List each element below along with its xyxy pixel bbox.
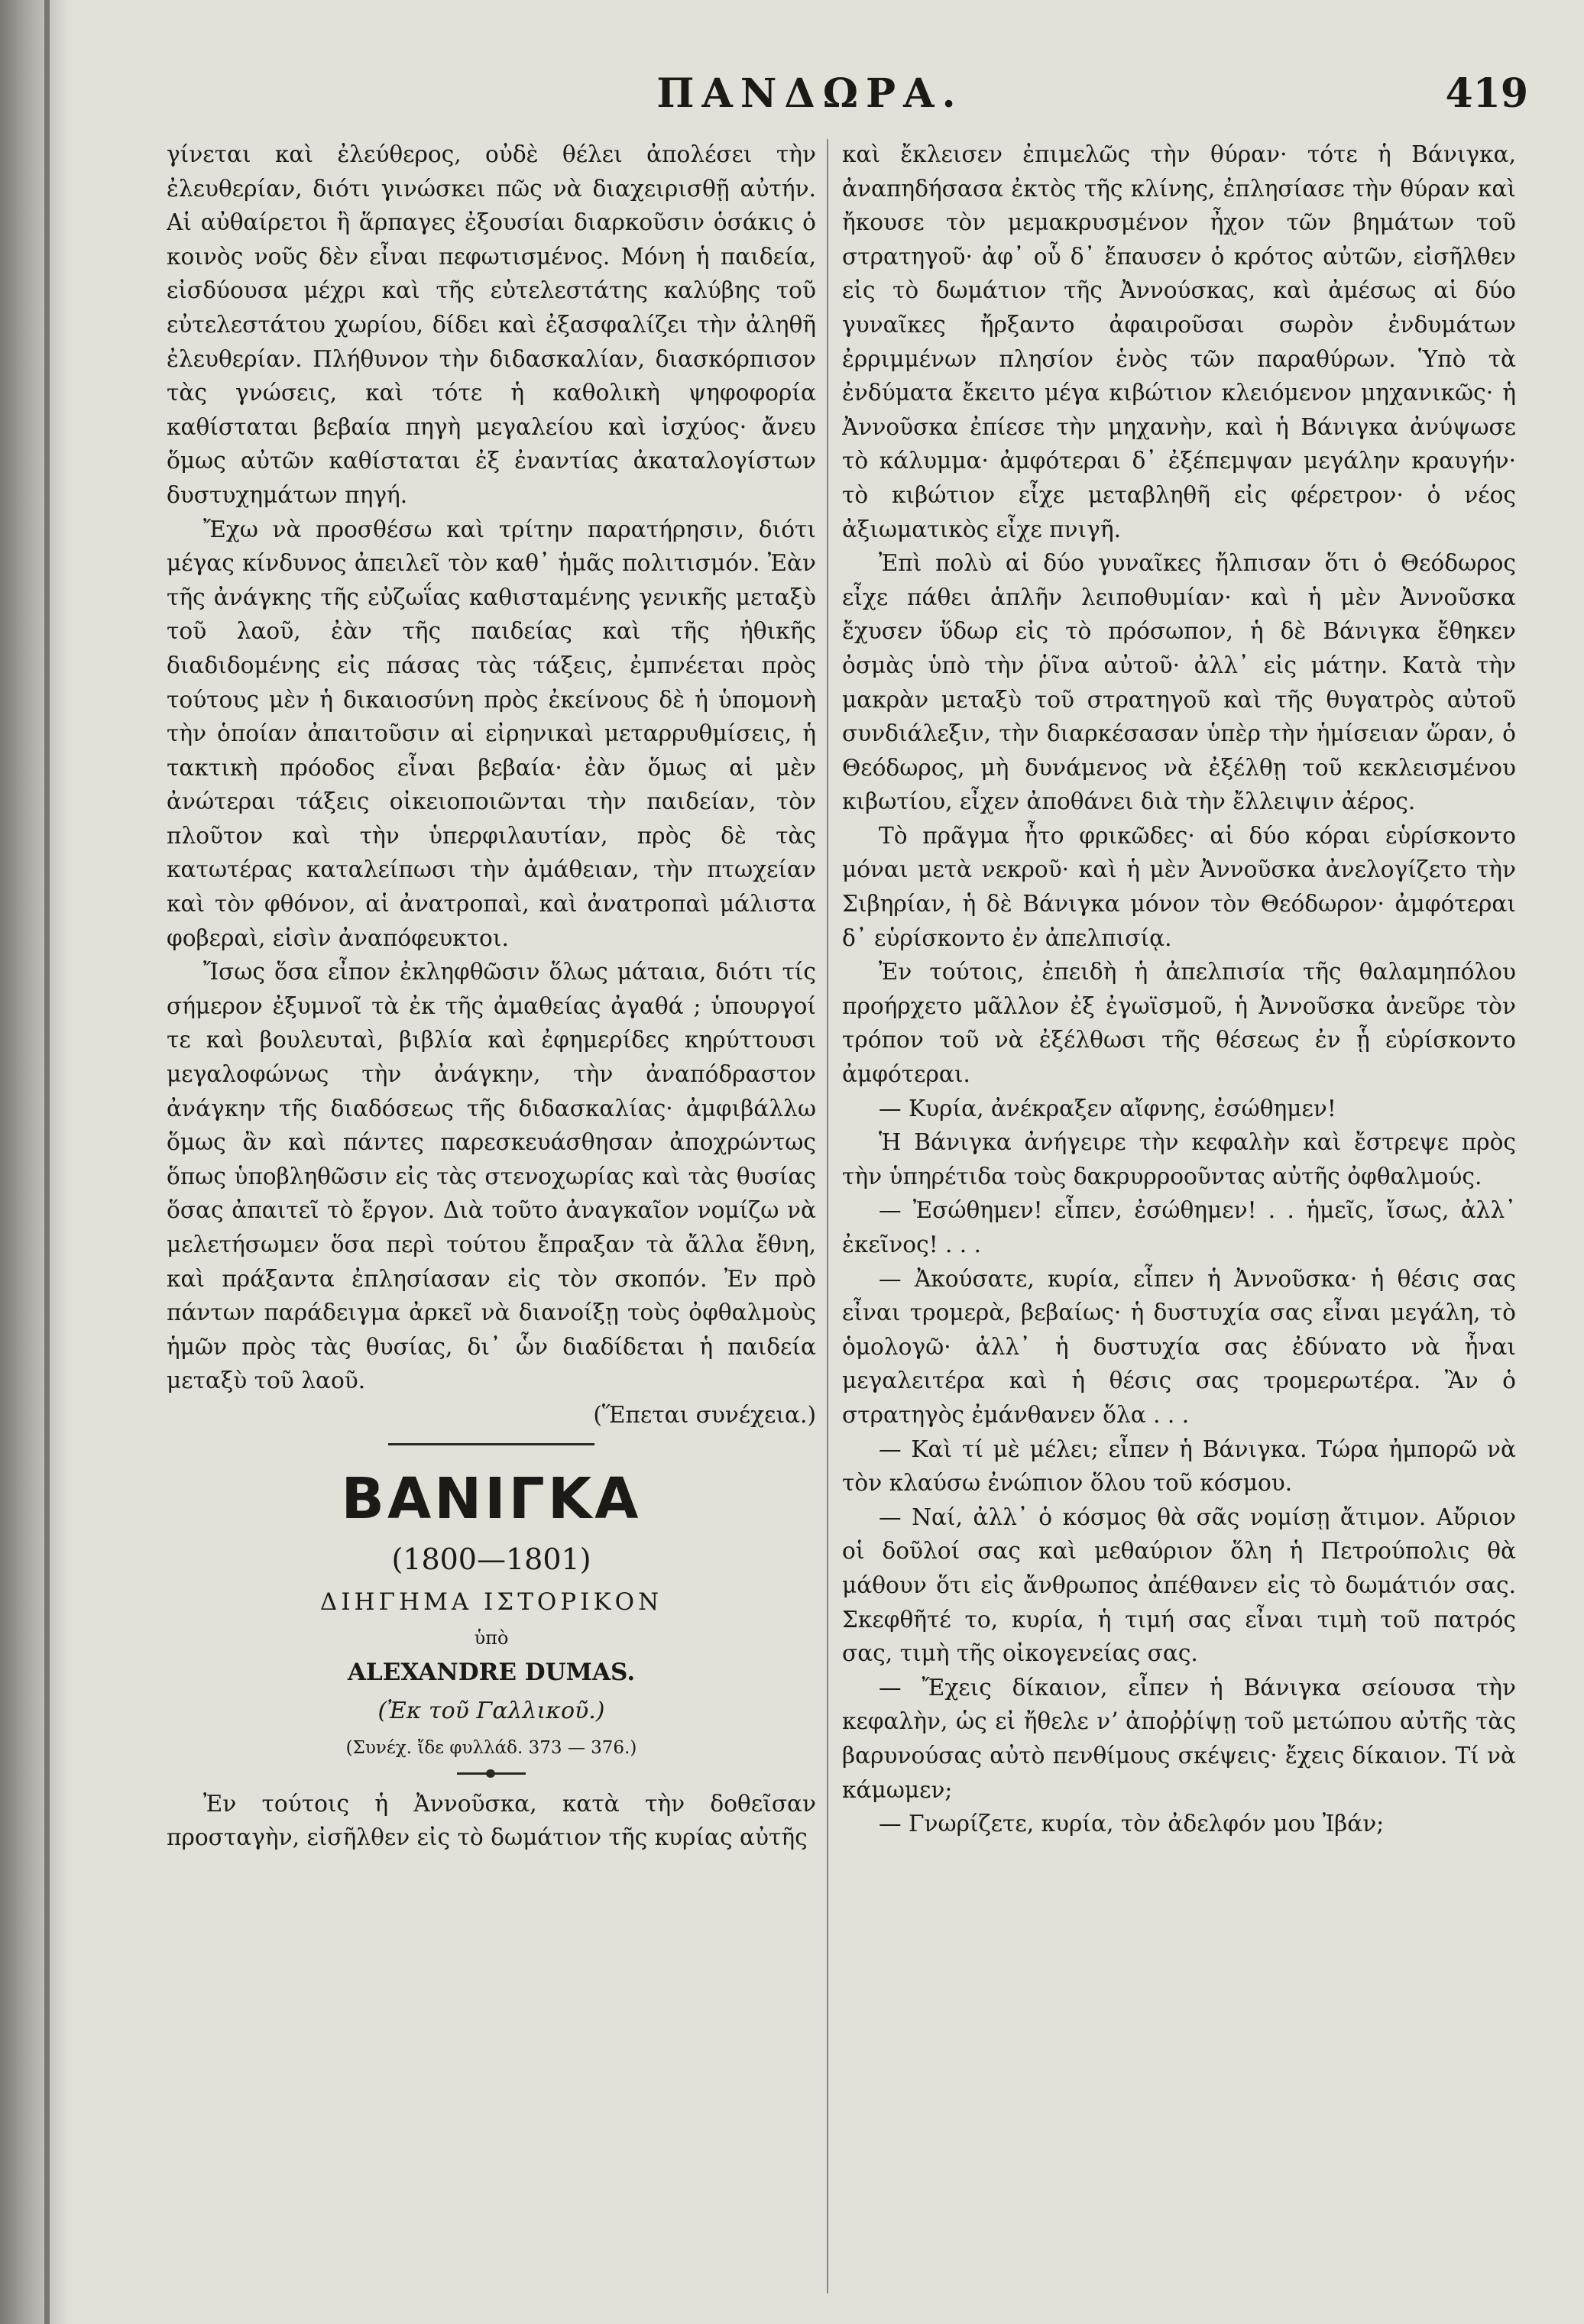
story-source: (Ἐκ τοῦ Γαλλικοῦ.) <box>377 1697 605 1724</box>
paragraph: Ἐν τούτοις ἡ Ἀννοῦσκα, κατὰ τὴν δοθεῖσαν προσταγὴν, εἰσῆλθεν εἰς τὸ δωμάτιον τῆς κυρίας αὐτῆς <box>167 1790 816 1851</box>
page-number: 419 <box>1445 70 1528 117</box>
story-title: ΒΑΝΙΓΚΑ <box>341 1465 642 1532</box>
dialogue-line: — Ναί, ἀλλ᾽ ὁ κόσμος θὰ σᾶς νομίσῃ ἄτιμον. Αὔριον οἱ δοῦλοί σας καὶ μεθαύριον ὅλη ἡ Πετρούπολις θὰ μάθουν ὅτι εἰς ἄνθρωπος ἀπέθανεν εἰς τὸ δωμάτιόν σας. Σκεφθῆτέ το, κυρία, ἡ τιμή σας εἶναι τιμὴ τοῦ πατρός σας, τιμὴ τῆς οἰκογενείας σας. <box>842 1503 1516 1667</box>
story-years: (1800—1801) <box>391 1542 591 1576</box>
dialogue-line: — Ἐσώθημεν! εἶπεν, ἐσώθημεν! . . ἡμεῖς, ἴσως, ἀλλ᾽ ἐκεῖνος! . . . <box>842 1197 1516 1257</box>
running-title: ΠΑΝΔΩΡΑ. <box>656 70 964 117</box>
paragraph: Ἴσως ὅσα εἶπον ἐκληφθῶσιν ὅλως μάταια, διότι τίς σήμερον ἐξυμνοῖ τὰ ἐκ τῆς ἀμαθείας ἀγαθά ; ὑπουργοί τε καὶ βουλευταὶ, βιβλία καὶ ἐφημερίδες κηρύττουσι μεγαλοφώνως τὴν ἀνάγκην, τὴν ἀναπόδραστον ἀνάγκην τῆς διαδόσεως τῆς διδασκαλίας· ἀμφιβάλλω ὅμως ἂν καὶ πάντες παρεσκευάσθησαν ἀποχρώντως ὅπως ὑποβληθῶσιν εἰς τὰς στενοχωρίας καὶ τὰς θυσίας ὅσας ἀπαιτεῖ τὸ ἔργον. Διὰ τοῦτο ἀναγκαῖον νομίζω νὰ μελετήσωμεν ὅσα περὶ τούτου ἔπραξαν τὰ ἄλλα ἔθνη, καὶ πράξαντα ἐπλησίασαν εἰς τὸν σκοπόν. Ἐν πρὸ πάντων παράδειγμα ἀρκεῖ νὰ διανοίξῃ τοὺς ὀφθαλμοὺς ἡμῶν πρὸς τὰς θυσίας, δι᾽ ὧν διαδίδεται ἡ παιδεία μεταξὺ τοῦ λαοῦ. <box>167 959 816 1394</box>
paragraph: Ἡ Βάνιγκα ἀνήγειρε τὴν κεφαλὴν καὶ ἔστρεψε πρὸς τὴν ὑπηρέτιδα τοὺς δακρυρροοῦντας αὐτῆς ὀφθαλμούς. <box>842 1129 1516 1190</box>
story-genre: ΔΙΗΓΗΜΑ ΙΣΤΟΡΙΚΟΝ <box>319 1588 663 1616</box>
paragraph: Ἐν τούτοις, ἐπειδὴ ἡ ἀπελπισία τῆς θαλαμηπόλου προήρχετο μᾶλλον ἐξ ἐγωϊσμοῦ, ἡ Ἀννοῦσκα ἀνεῦρε τὸν τρόπον τοῦ νὰ ἐξέλθωσι τῆς θέσεως ἐν ᾗ εὑρίσκοντο ἀμφότεραι. <box>842 959 1516 1088</box>
right-column <box>842 138 1516 2292</box>
paragraph: Ἐπὶ πολὺ αἱ δύο γυναῖκες ἤλπισαν ὅτι ὁ Θεόδωρος εἶχε πάθει ἁπλῆν λειποθυμίαν· καὶ ἡ μὲν Ἀννοῦσκα ἔχυσεν ὕδωρ εἰς τὸ πρόσωπον, ἡ δὲ Βάνιγκα ἔθηκεν ὀσμὰς ὑπὸ τὴν ῥῖνα αὐτοῦ· ἀλλ᾽ εἰς μάτην. Κατὰ τὴν μακρὰν μεταξὺ τοῦ στρατηγοῦ καὶ τῆς θυγατρὸς αὐτοῦ συνδιάλεξιν, τὴν διαρκέσασαν ὑπὲρ τὴν ἡμίσειαν ὥραν, ὁ Θεόδωρος, μὴ δυνάμενος νὰ ἐξέλθῃ τοῦ κεκλεισμένου κιβωτίου, εἶχεν ἀποθάνει διὰ τὴν ἔλλειψιν ἀέρος. <box>842 550 1516 815</box>
paragraph: καὶ ἔκλεισεν ἐπιμελῶς τὴν θύραν· τότε ἡ Βάνιγκα, ἀναπηδήσασα ἐκτὸς τῆς κλίνης, ἐπλησίασε τὴν θύραν καὶ ἤκουσε τὸν μεμακρυσμένον ἦχον τῶν βημάτων τοῦ στρατηγοῦ· ἀφ᾽ οὗ δ᾽ ἔπαυσεν ὁ κρότος αὐτῶν, εἰσῆλθεν εἰς τὸ δωμάτιον τῆς Ἀννούσκας, καὶ ἀμέσως αἱ δύο γυναῖκες ἤρξαντο ἀφαιροῦσαι σωρὸν ἐνδυμάτων ἐρριμμένων πλησίον ἑνὸς τῶν παραθύρων. Ὑπὸ τὰ ἐνδύματα ἔκειτο μέγα κιβώτιον κλειόμενον μηχανικῶς· ἡ Ἀννοῦσκα ἐπίεσε τὴν μηχανὴν, καὶ ἡ Βάνιγκα ἀνύψωσε τὸ κάλυμμα· ἀμφότεραι δ᾽ ἐξέπεμψαν μεγάλην κραυγήν· τὸ κιβώτιον εἶχε μεταβληθῆ εἰς φέρετρον· ὁ νέος ἀξιωματικὸς εἶχε πνιγῆ. <box>842 141 1516 542</box>
paragraph: γίνεται καὶ ἐλεύθερος, οὐδὲ θέλει ἀπολέσει τὴν ἐλευθερίαν, διότι γινώσκει πῶς νὰ διαχειρισθῇ αὐτήν. Αἱ αὐθαίρετοι ἢ ἅρπαγες ἐξουσίαι διαρκοῦσιν ὁσάκις ὁ κοινὸς νοῦς δὲν εἶναι πεφωτισμένος. Μόνη ἡ παιδεία, εἰσδύουσα μέχρι καὶ τῆς εὐτελεστάτης καλύβης τοῦ εὐτελεστάτου χωρίου, δίδει καὶ ἐξασφαλίζει τὴν ἀληθῆ ἐλευθερίαν. Πλήθυνον τὴν διδασκαλίαν, διασκόρπισον τὰς γνώσεις, καὶ τότε ἡ καθολικὴ ψηφοφορία καθίσταται βεβαία πηγὴ μεγαλείου καὶ ἰσχύος· ἄνευ ὅμως αὐτῶν καθίσταται ἐξ ἐναντίας ἀκαταλογίστων δυστυχημάτων πηγή. <box>167 141 816 508</box>
dialogue-line: — Ἀκούσατε, κυρία, εἶπεν ἡ Ἀννοῦσκα· ἡ θέσις σας εἶναι τρομερὰ, βεβαίως· ἡ δυστυχία σας εἶναι μεγάλη, τὸ ὁμολογῶ· ἀλλ᾽ ἡ δυστυχία σας ἐδύνατο νὰ ἦναι μεγαλειτέρα καὶ ἡ θέσις σας τρομερωτέρα. Ἂν ὁ στρατηγὸς ἐμάνθανεν ὅλα . . . <box>842 1265 1516 1428</box>
column-divider <box>827 139 828 2293</box>
dialogue-line: — Γνωρίζετε, κυρία, τὸν ἀδελφόν μου Ἰβάν; <box>879 1811 1385 1837</box>
ornament-rule <box>457 1772 526 1775</box>
story-by: ὑπὸ <box>474 1626 509 1649</box>
binding-edge-line <box>44 0 50 2324</box>
story-author: ALEXANDRE DUMAS. <box>347 1658 636 1686</box>
paragraph: Τὸ πρᾶγμα ἦτο φρικῶδες· αἱ δύο κόραι εὑρίσκοντο μόναι μετὰ νεκροῦ· καὶ ἡ μὲν Ἀννοῦσκα ἀνελογίζετο τὴν Σιβηρίαν, ἡ δὲ Βάνιγκα μόνον τὸν Θεόδωρον· ἀμφότεραι δ᾽ εὑρίσκοντο ἐν ἀπελπισίᾳ. <box>842 822 1516 951</box>
continued-note: (Ἕπεται συνέχεια.) <box>593 1401 816 1428</box>
section-rule <box>388 1443 594 1445</box>
dialogue-line: — Ἔχεις δίκαιον, εἶπεν ἡ Βάνιγκα σείουσα τὴν κεφαλὴν, ὡς εἰ ἤθελε νʼ ἀποῤῥίψῃ τοῦ μετώπου αὐτῆς τὰς βαρυνούσας αὐτὸ πενθίμους σκέψεις· ἔχεις δίκαιον. Τί νὰ κάμωμεν; <box>842 1674 1516 1803</box>
story-note: (Συνέχ. ἴδε φυλλάδ. 373 — 376.) <box>345 1737 637 1758</box>
binding-gutter <box>0 0 70 2324</box>
page-header <box>92 70 1528 131</box>
dialogue-line: — Καὶ τί μὲ μέλει; εἶπεν ἡ Βάνιγκα. Τώρα ἠμπορῶ νὰ τὸν κλαύσω ἐνώπιον ὅλου τοῦ κόσμου. <box>842 1436 1516 1497</box>
left-column <box>167 138 816 2292</box>
paragraph: Ἔχω νὰ προσθέσω καὶ τρίτην παρατήρησιν, διότι μέγας κίνδυνος ἀπειλεῖ τὸν καθ᾽ ἡμᾶς πολιτισμόν. Ἐὰν τῆς ἀνάγκης τῆς εὐζωΐας καθισταμένης γενικῆς μεταξὺ τοῦ λαοῦ, ἐὰν τῆς παιδείας καὶ τῆς ἠθικῆς διαδιδομένης εἰς πάσας τὰς τάξεις, ἐμπνέεται πρὸς τούτους μὲν ἡ δικαιοσύνη πρὸς ἐκείνους δὲ ἡ ὑπομονὴ τὴν ὁποίαν ἀπαιτοῦσιν αἱ εἰρηνικαὶ μεταρρυθμίσεις, ἡ τακτικὴ πρόοδος εἶναι βεβαία· ἐὰν ὅμως αἱ μὲν ἀνώτεραι τάξεις οἰκειοποιῶνται τὴν παιδείαν, τὸν πλοῦτον καὶ τὴν ὑπερφιλαυτίαν, πρὸς δὲ τὰς κατωτέρας καταλείπωσι τὴν ἀμάθειαν, τὴν πτωχείαν καὶ τὸν φθόνον, αἱ ἀνατροπαὶ, καὶ ἀνατροπαὶ μάλιστα φοβεραὶ, εἰσὶν ἀναπόφευκτοι. <box>167 516 816 951</box>
dialogue-line: — Κυρία, ἀνέκραξεν αἴφνης, ἐσώθημεν! <box>879 1095 1336 1122</box>
